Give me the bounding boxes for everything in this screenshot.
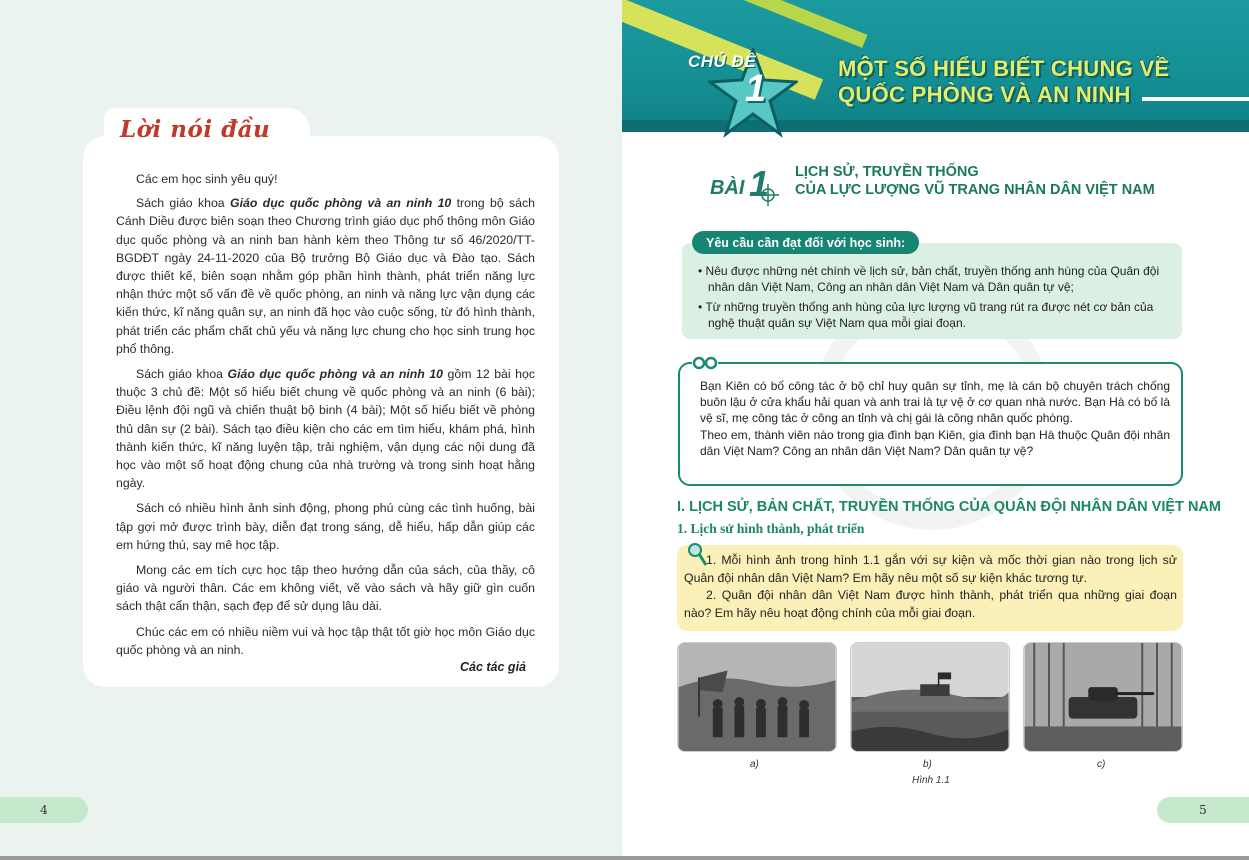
preface-paragraph-3: Sách có nhiều hình ảnh sinh động, phong phú cùng các tình huống, bài tập gợi mở được trình bày, diễn đạt trong sáng, dễ hiểu, hấp dẫn giúp các em hứng thú, say mê học tập. — [116, 501, 535, 552]
starter-text: Bạn Kiên có bố công tác ở bộ chỉ huy quân sự tỉnh, mẹ là cán bộ chuyên trách chống buôn lậu ở cửa khẩu hải quan và anh trai là tự vệ ở cơ quan nhà nước. Bạn Hà có bố là vệ sĩ, mẹ công tác ở công an tỉnh và chị gái là công nhân quốc phòng. Theo em, thành viên nào trong gia đình bạn Kiên, gia đình bạn Hà thuộc Quân đội nhân dân Việt Nam? Công an nhân dân Việt Nam? Dân quân tự vệ? — [700, 379, 1170, 458]
signoff: Các tác giả — [459, 660, 526, 674]
preface-paragraph-5: Chúc các em có nhiều niềm vui và học tập thật tốt giờ học môn Giáo dục quốc phòng và an ninh. — [116, 624, 535, 657]
bottom-divider — [0, 856, 1249, 860]
greeting: Các em học sinh yêu quý! — [136, 172, 278, 186]
right-page — [622, 0, 1249, 856]
page-number-left: 4 — [0, 797, 88, 823]
photo-caption-b: b) — [923, 759, 932, 770]
lesson-title: LỊCH SỬ, TRUYỀN THỐNG CỦA LỰC LƯỢNG VŨ TRANG NHÂN DÂN VIỆT NAM — [795, 164, 1155, 198]
crosshair-icon — [757, 184, 779, 206]
subsection-title: 1. Lịch sử hình thành, phát triển — [677, 521, 865, 536]
topic-number: 1 — [745, 68, 767, 110]
preface-paragraph-4: Mong các em tích cực học tập theo hướng dẫn của sách, của thầy, cô giáo và người thân. Các em không viết, vẽ vào sách và hãy giữ gìn cuốn sách thật cẩn thận, sạch đẹp để sử dụng lâu dài. — [116, 563, 535, 614]
lesson-label: BÀI — [710, 177, 745, 199]
topic-title: MỘT SỐ HIỂU BIẾT CHUNG VỀ QUỐC PHÒNG VÀ AN NINH — [838, 56, 1170, 107]
requirements-list — [698, 263, 1170, 335]
list-item: • Nêu được những nét chính về lịch sử, bản chất, truyền thống anh hùng của Quân đội nhân dân Việt Nam, Công an nhân dân Việt Nam và Dân quân tự vệ; — [698, 263, 1170, 295]
activity-text — [684, 552, 1177, 622]
preface-paragraph-2: Sách giáo khoa Giáo dục quốc phòng và an ninh 10 gồm 12 bài học thuộc 3 chủ đề: Một số hiểu biết chung về quốc phòng và an ninh (6 bài); Điều lệnh đội ngũ và chiến thuật bộ binh (4 bài); Một số hiểu biết về phòng thủ dân sự (2 bài). Sách tạo điều kiện cho các em tìm hiểu, khám phá, hình thành kiến thức, kĩ năng luyện tập, trải nghiệm, vận dụng các nội dung đã học vào một số hoạt động chung của nhà trường và trong sinh hoạt hằng ngày. — [116, 367, 535, 491]
photo-caption-c: c) — [1097, 759, 1106, 770]
section-title: I. LỊCH SỬ, BẢN CHẤT, TRUYỀN THỐNG CỦA QUÂN ĐỘI NHÂN DÂN VIỆT NAM — [677, 499, 1221, 515]
list-item: • Từ những truyền thống anh hùng của lực lượng vũ trang rút ra được nét cơ bản của nghệ thuật quân sự Việt Nam qua mỗi giai đoạn. — [698, 299, 1170, 331]
photo-a — [677, 642, 837, 752]
lesson-number: 1 — [749, 163, 770, 204]
binoculars-icon — [692, 354, 718, 370]
activity-question-2: 2. Quân đội nhân dân Việt Nam được hình thành, phát triển qua những giai đoạn nào? Em hãy nêu hoạt động chính của mỗi giai đoạn. — [684, 588, 1177, 620]
photo-c — [1023, 642, 1183, 752]
left-page — [0, 0, 622, 856]
photo-caption-a: a) — [750, 759, 759, 770]
preface-paragraph-1: Sách giáo khoa Giáo dục quốc phòng và an ninh 10 trong bộ sách Cánh Diều được biên soạn theo Chương trình giáo dục phổ thông môn Giáo dục quốc phòng và an ninh ban hành kèm theo Thông tư số 46/2020/TT-BGDĐT ngày 24-11-2020 của Bộ trưởng Bộ Giáo dục và Đào tạo. Sách được thiết kế, biên soạn nhằm góp phần hình thành, phát triển năng lực nhận thức một số vấn đề về quốc phòng, an ninh và năng lực vận dụng các kiến thức, kĩ năng quân sự, an ninh đã học vào cuộc sống, từ đó hình thành, phát triển các phẩm chất chủ yếu và năng lực chung cho học sinh trung học phổ thông. — [116, 196, 535, 356]
preface-heading: Lời nói đầu — [120, 116, 271, 143]
photo-b — [850, 642, 1010, 752]
page-number-right: 5 — [1157, 797, 1249, 823]
topic-label: CHỦ ĐỀ — [688, 52, 757, 71]
figure-caption: Hình 1.1 — [912, 775, 950, 786]
requirements-label: Yêu cầu cần đạt đối với học sinh: — [692, 231, 919, 254]
preface-body — [116, 170, 535, 666]
topic-underline — [1142, 97, 1249, 101]
activity-question-1: 1. Mỗi hình ảnh trong hình 1.1 gắn với sự kiện và mốc thời gian nào trong lịch sử Quân đội nhân dân Việt Nam? Em hãy nêu một số sự kiện khác tương tự. — [684, 553, 1177, 585]
